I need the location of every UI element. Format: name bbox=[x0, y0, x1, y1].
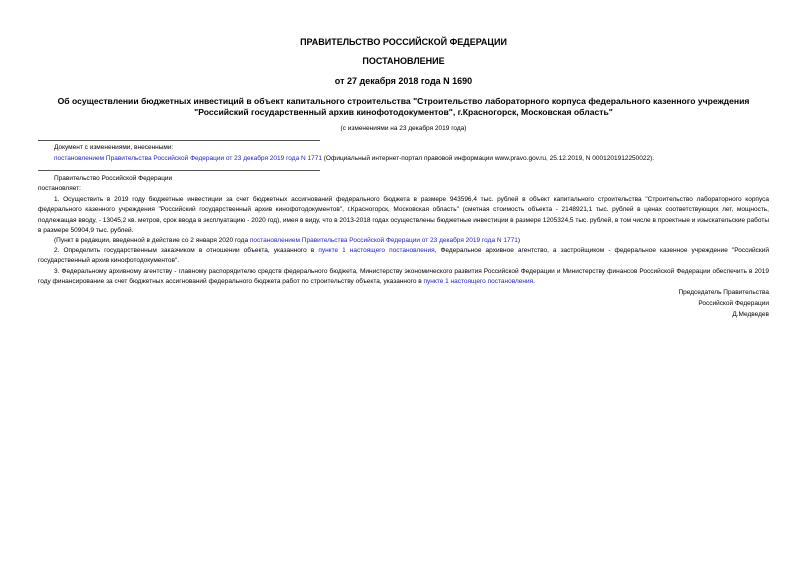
paragraph-3-pre: 3. Федеральному архивному агентству - главному распорядителю средств федерального бюджета, Министерству экономического развития Российской Федерации и Министерству финансов Российской Федерации обеспечить в 2019 году финансирование за счет бюджетных ассигнований федерального бюджета работ по строительству объекта, указанного в bbox=[38, 268, 769, 286]
signature-block bbox=[678, 287, 769, 320]
changes-intro: Документ с изменениями, внесенными: bbox=[54, 144, 174, 151]
preamble-government: Правительство Российской Федерации bbox=[54, 175, 173, 182]
title-line-2: "Российский государственный архив кинофотодокументов", г.Красногорск, Московская область" bbox=[194, 107, 613, 117]
paragraph-3-link[interactable]: пункте 1 настоящего постановления bbox=[423, 278, 534, 286]
paragraph-3 bbox=[38, 267, 769, 288]
paragraph-2-pre: 2. Определить государственным заказчиком в отношении объекта, указанного в bbox=[54, 247, 319, 254]
paragraph-1 bbox=[38, 195, 769, 237]
amendment-link[interactable]: постановлением Правительства Российской Федерации от 23 декабря 2019 года N 1771 bbox=[54, 155, 322, 162]
preamble-resolves: постановляет: bbox=[38, 185, 81, 192]
paragraph-2-post: , Федеральное архивное агентство, а застройщиком - федеральное казенное учреждение "Российский государственный архив кинофотодокументов". bbox=[38, 247, 769, 265]
signature-name: Д.Медведев bbox=[732, 311, 769, 318]
signature-org: Российской Федерации bbox=[698, 300, 769, 307]
amendment-source: (Официальный интернет-портал правовой информации www.pravo.gov.ru, 25.12.2019, N 0001201912250022). bbox=[321, 155, 655, 162]
paragraph-3-post: . bbox=[533, 278, 535, 286]
paragraph-1-note bbox=[54, 236, 520, 246]
document-title bbox=[0, 96, 807, 118]
paragraph-2 bbox=[38, 246, 769, 267]
doc-type-heading: ПОСТАНОВЛЕНИЕ bbox=[362, 56, 445, 66]
note-link[interactable]: постановлением Правительства Российской Федерации от 23 декабря 2019 года N 1771 bbox=[249, 237, 518, 244]
paragraph-2-text bbox=[38, 246, 769, 267]
changes-line bbox=[54, 154, 654, 164]
paragraph-3-text bbox=[38, 267, 769, 288]
paragraph-2-link[interactable]: пункте 1 настоящего постановления bbox=[318, 247, 435, 254]
edition-note: (с изменениями на 23 декабря 2019 года) bbox=[340, 125, 467, 132]
note-close: ) bbox=[517, 237, 520, 244]
bottom-divider bbox=[38, 170, 320, 171]
signature-title: Председатель Правительства bbox=[678, 289, 769, 296]
government-heading: ПРАВИТЕЛЬСТВО РОССИЙСКОЙ ФЕДЕРАЦИИ bbox=[300, 37, 507, 47]
paragraph-1-text: 1. Осуществить в 2019 году бюджетные инвестиции за счет бюджетных ассигнований федерального бюджета в размере 943596,4 тыс. рублей в объект капитального строительства "Строительство лабораторного корпуса федерального казенного учреждения "Российский государственный архив кинофотодокументов", г.Красногорск, Московская область" (сметная стоимость объекта - 2148921,1 тыс. рублей в ценах соответствующих лет, мощность, подлежащая вводу, - 13045,2 кв. метров, срок ввода в эксплуатацию - 2020 год), имея в виду, что в 2013-2018 годах осуществлены бюджетные инвестиции в размере 1205324,5 тыс. рублей, в том числе в проектные и изыскательские работы в размере 50904,9 тыс. рублей. bbox=[38, 196, 769, 235]
top-divider bbox=[38, 140, 320, 141]
title-line-1: Об осуществлении бюджетных инвестиций в объект капитального строительства "Строительство лабораторного корпуса федерального казенного учреждения bbox=[57, 96, 750, 106]
date-number: от 27 декабря 2018 года N 1690 bbox=[334, 76, 473, 86]
note-text: (Пункт в редакции, введенной в действие со 2 января 2020 года bbox=[54, 237, 250, 244]
